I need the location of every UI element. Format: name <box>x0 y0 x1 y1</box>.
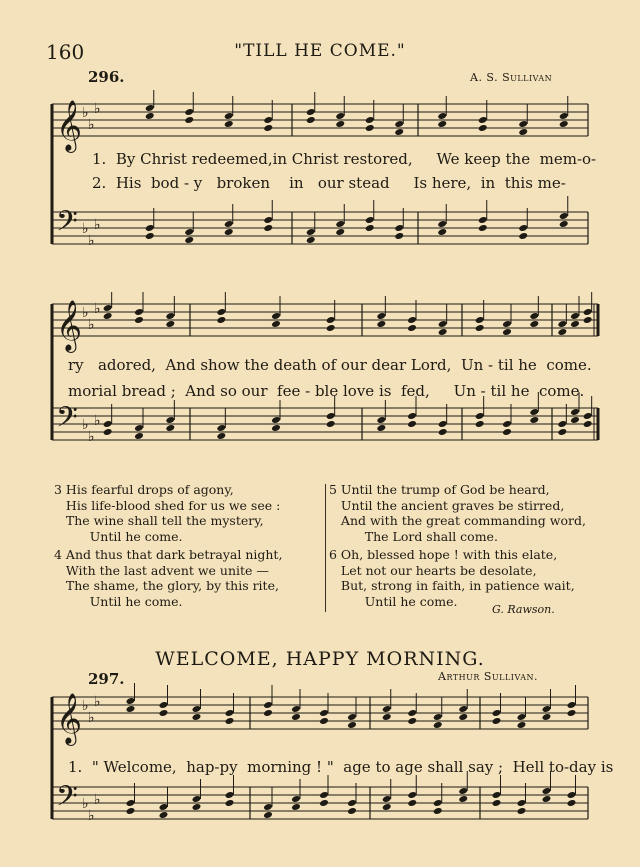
note-head <box>458 705 468 713</box>
note-head <box>365 116 375 124</box>
note-head <box>263 116 273 124</box>
verse-line: 3 His fearful drops of agony, <box>54 482 234 497</box>
running-title: "TILL HE COME." <box>234 41 406 61</box>
note-head <box>559 112 569 120</box>
note-head <box>263 224 273 232</box>
note-head <box>306 228 316 236</box>
note-head <box>570 416 580 424</box>
note-head <box>557 428 567 436</box>
verse-block <box>54 482 280 544</box>
note-head <box>335 220 345 228</box>
note-head <box>192 713 202 721</box>
note-head <box>291 713 301 721</box>
note-head <box>192 795 202 803</box>
note-head <box>134 316 144 324</box>
note-head <box>225 709 235 717</box>
note-head <box>291 705 301 713</box>
note-head <box>145 112 155 120</box>
note-head <box>134 424 144 432</box>
verse-line: And with the great commanding word, <box>329 513 586 528</box>
verse-line: But, strong in faith, in patience wait, <box>329 578 575 593</box>
note-head <box>570 312 580 320</box>
hymn-number: 296. <box>88 68 125 86</box>
note-head <box>437 112 447 120</box>
note-head <box>103 304 113 312</box>
note-head <box>103 428 113 436</box>
verse-line: The wine shall tell the mystery, <box>54 513 264 528</box>
note-head <box>475 324 485 332</box>
note-head <box>394 120 404 128</box>
note-head <box>145 104 155 112</box>
note-head <box>557 420 567 428</box>
note-head <box>159 803 169 811</box>
note-head <box>559 220 569 228</box>
note-head <box>365 216 375 224</box>
note-head <box>319 709 329 717</box>
note-head <box>529 416 539 424</box>
verse-line: The Lord shall come. <box>329 528 498 544</box>
note-head <box>165 320 175 328</box>
note-head <box>583 420 593 428</box>
note-head <box>382 713 392 721</box>
verse-line: His life-blood shed for us we see : <box>54 497 281 513</box>
note-head <box>517 807 527 815</box>
note-head <box>184 228 194 236</box>
note-head <box>394 232 404 240</box>
note-head <box>216 432 226 440</box>
note-head <box>224 228 234 236</box>
verse-block <box>329 482 586 544</box>
flat-sign: ♭ <box>82 417 89 433</box>
note-head <box>335 112 345 120</box>
note-head <box>518 128 528 136</box>
note-head <box>263 709 273 717</box>
note-head <box>216 316 226 324</box>
note-head <box>159 701 169 709</box>
lyric-line: morial bread ; And so our fee - ble love is fed, Un - til he come. <box>68 382 585 400</box>
flat-sign: ♭ <box>88 317 95 333</box>
note-head <box>165 424 175 432</box>
note-head <box>433 721 443 729</box>
lyric-line: 2. His bod - y broken in our stead Is here, in this me- <box>92 174 566 192</box>
note-head <box>134 308 144 316</box>
note-head <box>492 799 502 807</box>
note-head <box>407 420 417 428</box>
flat-sign: ♭ <box>82 221 89 237</box>
flat-sign: ♭ <box>88 233 95 249</box>
note-head <box>335 228 345 236</box>
note-head <box>407 799 417 807</box>
note-head <box>159 811 169 819</box>
verse-line: With the last advent we unite — <box>54 562 269 578</box>
note-head <box>165 416 175 424</box>
note-head <box>570 408 580 416</box>
note-head <box>263 124 273 132</box>
verse-line: Until he come. <box>54 593 183 609</box>
note-head <box>271 416 281 424</box>
note-head <box>326 420 336 428</box>
bass-clef: 𝄢 <box>56 401 78 441</box>
note-head <box>583 316 593 324</box>
note-head <box>570 320 580 328</box>
note-head <box>225 791 235 799</box>
note-head <box>438 320 448 328</box>
page-number: 160 <box>46 40 85 64</box>
note-head <box>192 705 202 713</box>
note-head <box>126 799 136 807</box>
flat-sign: ♭ <box>82 698 89 714</box>
flat-sign: ♭ <box>82 105 89 121</box>
note-head <box>291 795 301 803</box>
verse-block <box>54 547 282 609</box>
note-head <box>216 424 226 432</box>
lyric-line: ry adored, And show the death of our dear Lord, Un - til he come. <box>68 356 592 374</box>
note-head <box>319 799 329 807</box>
note-head <box>559 212 569 220</box>
note-head <box>263 803 273 811</box>
note-head <box>502 420 512 428</box>
note-head <box>567 799 577 807</box>
note-head <box>542 713 552 721</box>
hymn-number: 297. <box>88 670 125 688</box>
note-head <box>518 120 528 128</box>
flat-sign: ♭ <box>88 429 95 445</box>
flat-sign: ♭ <box>82 305 89 321</box>
flat-sign: ♭ <box>94 792 101 808</box>
note-head <box>407 791 417 799</box>
note-head <box>365 124 375 132</box>
note-head <box>529 312 539 320</box>
note-head <box>438 428 448 436</box>
note-head <box>437 120 447 128</box>
verse-line: Let not our hearts be desolate, <box>329 562 537 578</box>
note-head <box>376 424 386 432</box>
lyric-line: 1. By Christ redeemed,in Christ restored, We keep the mem-o- <box>92 150 597 168</box>
note-head <box>271 312 281 320</box>
note-head <box>542 787 552 795</box>
note-head <box>394 128 404 136</box>
note-head <box>126 697 136 705</box>
note-head <box>517 721 527 729</box>
note-head <box>382 705 392 713</box>
note-head <box>559 120 569 128</box>
note-head <box>165 312 175 320</box>
note-head <box>517 799 527 807</box>
note-head <box>347 713 357 721</box>
note-head <box>492 791 502 799</box>
note-head <box>365 224 375 232</box>
note-head <box>518 224 528 232</box>
note-head <box>103 420 113 428</box>
flat-sign: ♭ <box>94 301 101 317</box>
column-divider <box>325 484 326 612</box>
note-head <box>263 701 273 709</box>
note-head <box>306 116 316 124</box>
note-head <box>437 228 447 236</box>
note-head <box>376 312 386 320</box>
note-head <box>159 709 169 717</box>
note-head <box>347 799 357 807</box>
note-head <box>382 795 392 803</box>
note-head <box>407 316 417 324</box>
note-head <box>263 811 273 819</box>
note-head <box>475 420 485 428</box>
verse-line: Until the ancient graves be stirred, <box>329 497 565 513</box>
note-head <box>478 216 488 224</box>
note-head <box>225 799 235 807</box>
note-head <box>437 220 447 228</box>
note-head <box>224 120 234 128</box>
note-head <box>542 705 552 713</box>
note-head <box>145 232 155 240</box>
note-head <box>184 116 194 124</box>
flat-sign: ♭ <box>94 694 101 710</box>
note-head <box>319 791 329 799</box>
note-head <box>478 116 488 124</box>
note-head <box>407 709 417 717</box>
verse-line: Until he come. <box>54 528 183 544</box>
treble-clef: 𝄞 <box>56 300 83 351</box>
flat-sign: ♭ <box>82 796 89 812</box>
bass-clef: 𝄢 <box>56 205 78 245</box>
note-head <box>433 799 443 807</box>
note-head <box>347 721 357 729</box>
note-head <box>224 220 234 228</box>
hymn-title: WELCOME, HAPPY MORNING. <box>155 648 485 670</box>
note-head <box>184 108 194 116</box>
treble-clef: 𝄞 <box>56 100 83 151</box>
note-head <box>326 316 336 324</box>
verse-line: 4 And thus that dark betrayal night, <box>54 547 283 562</box>
treble-clef: 𝄞 <box>56 693 83 744</box>
note-head <box>458 795 468 803</box>
note-head <box>502 328 512 336</box>
flat-sign: ♭ <box>88 117 95 133</box>
note-head <box>492 709 502 717</box>
flat-sign: ♭ <box>94 217 101 233</box>
note-head <box>433 713 443 721</box>
note-head <box>518 232 528 240</box>
lyric-line: 1. " Welcome, hap-py morning ! " age to age shall say ; Hell to-day is <box>68 758 614 776</box>
note-head <box>529 320 539 328</box>
note-head <box>407 717 417 725</box>
note-head <box>567 701 577 709</box>
note-head <box>126 807 136 815</box>
note-head <box>319 717 329 725</box>
note-head <box>271 320 281 328</box>
note-head <box>567 709 577 717</box>
bass-clef: 𝄢 <box>56 780 78 820</box>
note-head <box>291 803 301 811</box>
note-head <box>335 120 345 128</box>
note-head <box>478 224 488 232</box>
note-head <box>438 328 448 336</box>
note-head <box>557 320 567 328</box>
note-head <box>458 787 468 795</box>
flat-sign: ♭ <box>94 413 101 429</box>
note-head <box>567 791 577 799</box>
note-head <box>583 412 593 420</box>
note-head <box>502 320 512 328</box>
verse-line: Until he come. <box>329 593 458 609</box>
note-head <box>557 328 567 336</box>
verse-line: The shame, the glory, by this rite, <box>54 578 279 593</box>
note-head <box>271 424 281 432</box>
note-head <box>583 308 593 316</box>
note-head <box>326 412 336 420</box>
composer-credit: A. S. Sullivan <box>470 71 553 84</box>
note-head <box>475 316 485 324</box>
note-head <box>517 713 527 721</box>
note-head <box>192 803 202 811</box>
composer-credit: Arthur Sullivan. <box>438 670 538 683</box>
note-head <box>433 807 443 815</box>
note-head <box>184 236 194 244</box>
text-author-credit: G. Rawson. <box>492 603 555 616</box>
note-head <box>394 224 404 232</box>
note-head <box>263 216 273 224</box>
note-head <box>407 412 417 420</box>
note-head <box>326 324 336 332</box>
note-head <box>103 312 113 320</box>
note-head <box>382 803 392 811</box>
note-head <box>376 416 386 424</box>
flat-sign: ♭ <box>94 101 101 117</box>
note-head <box>478 124 488 132</box>
note-head <box>134 432 144 440</box>
note-head <box>145 224 155 232</box>
verse-line: 6 Oh, blessed hope ! with this elate, <box>329 547 558 562</box>
note-head <box>126 705 136 713</box>
note-head <box>225 717 235 725</box>
flat-sign: ♭ <box>88 710 95 726</box>
note-head <box>529 408 539 416</box>
note-head <box>458 713 468 721</box>
verse-block <box>329 547 575 609</box>
note-head <box>475 412 485 420</box>
note-head <box>542 795 552 803</box>
note-head <box>224 112 234 120</box>
note-head <box>216 308 226 316</box>
note-head <box>502 428 512 436</box>
note-head <box>306 236 316 244</box>
note-head <box>438 420 448 428</box>
note-head <box>376 320 386 328</box>
note-head <box>347 807 357 815</box>
verse-line: 5 Until the trump of God be heard, <box>329 482 550 497</box>
flat-sign: ♭ <box>88 808 95 824</box>
note-head <box>407 324 417 332</box>
note-head <box>306 108 316 116</box>
note-head <box>492 717 502 725</box>
